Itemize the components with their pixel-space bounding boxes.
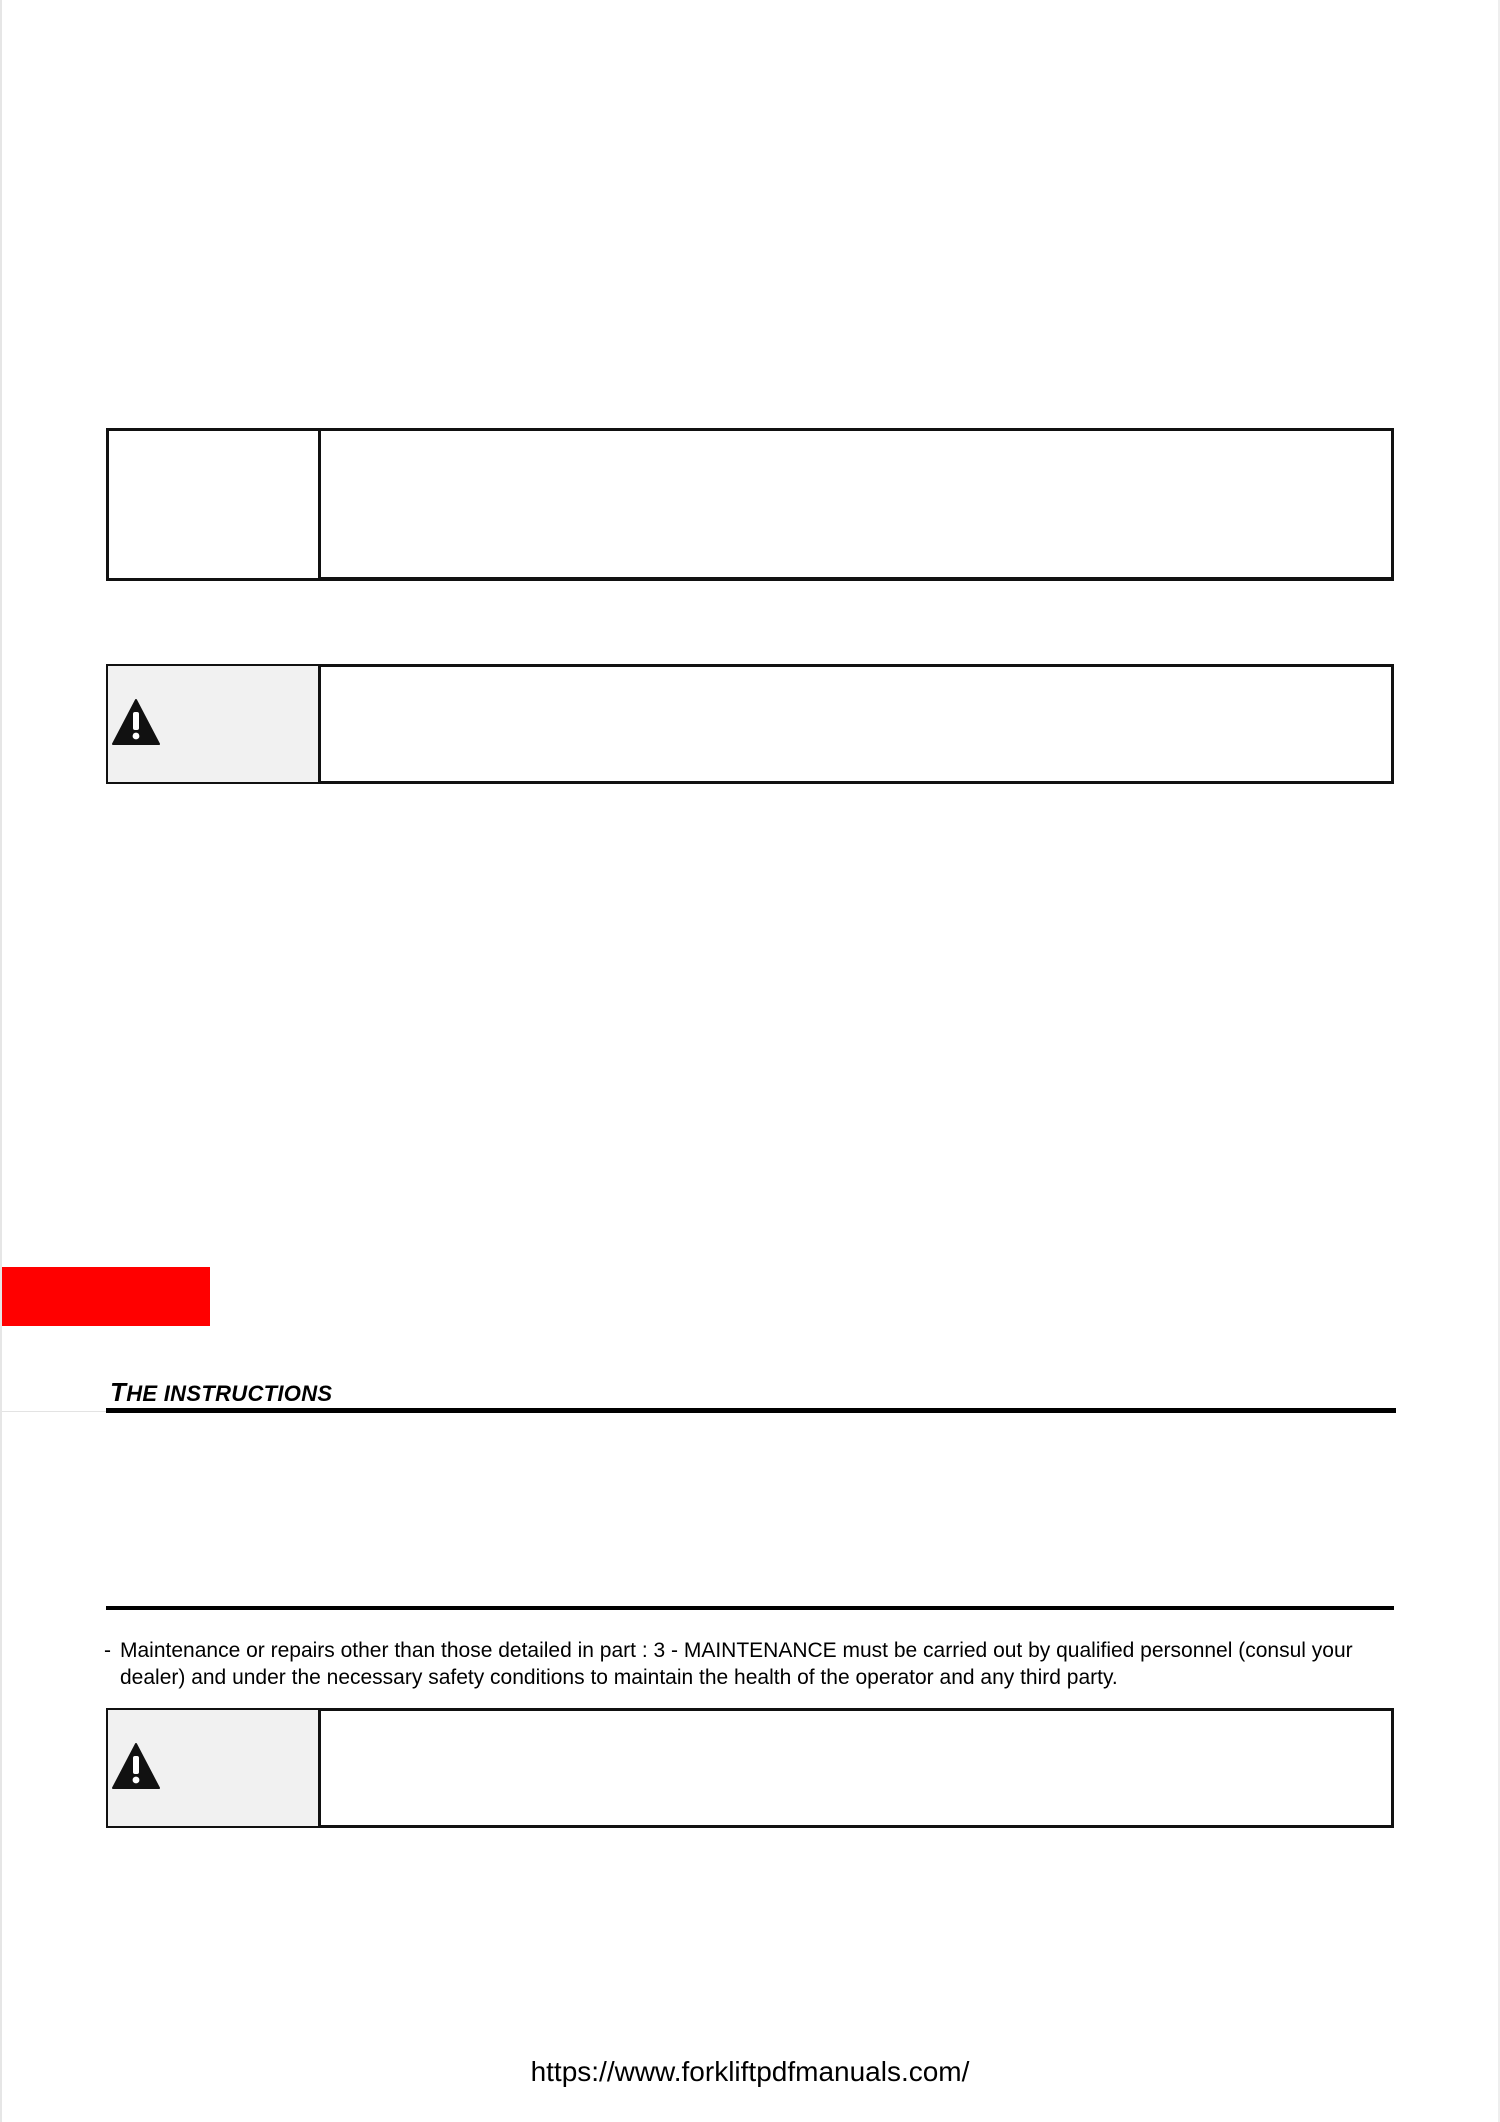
- warning-box-2: [106, 1708, 1394, 1828]
- section-title-rule: [106, 1408, 1396, 1413]
- maintenance-note-text: Maintenance or repairs other than those detailed in part : 3 - MAINTENANCE must be carried out by qualified personnel (consul your dealer) and under the necessary safety conditions to maintain the health of the operator and any third party.: [120, 1639, 1353, 1689]
- warning-box-content-cell: [318, 664, 1394, 784]
- warning-box-2-icon-cell: [106, 1708, 319, 1828]
- warning-box-icon-cell: [106, 664, 319, 784]
- warning-triangle-icon: [111, 698, 161, 746]
- list-dash: -: [104, 1639, 111, 1662]
- divider-rule: [106, 1606, 1394, 1610]
- section-title-instructions: [110, 1377, 332, 1408]
- section-color-tab: [2, 1267, 210, 1326]
- maintenance-note: [104, 1637, 1396, 1691]
- note-box-content-cell: [318, 428, 1394, 581]
- margin-guide-line: [2, 1411, 106, 1412]
- warning-box: [106, 664, 1394, 784]
- note-box-label-cell: [106, 428, 319, 581]
- page-edge-left: [0, 0, 2, 2122]
- warning-triangle-icon: [111, 1742, 161, 1790]
- note-box-empty: [106, 428, 1394, 581]
- footer-url: https://www.forkliftpdfmanuals.com/: [530, 2056, 970, 2087]
- section-title-initial: T: [110, 1377, 127, 1407]
- section-title-rest: HE INSTRUCTIONS: [126, 1381, 333, 1406]
- warning-box-2-content-cell: [318, 1708, 1394, 1828]
